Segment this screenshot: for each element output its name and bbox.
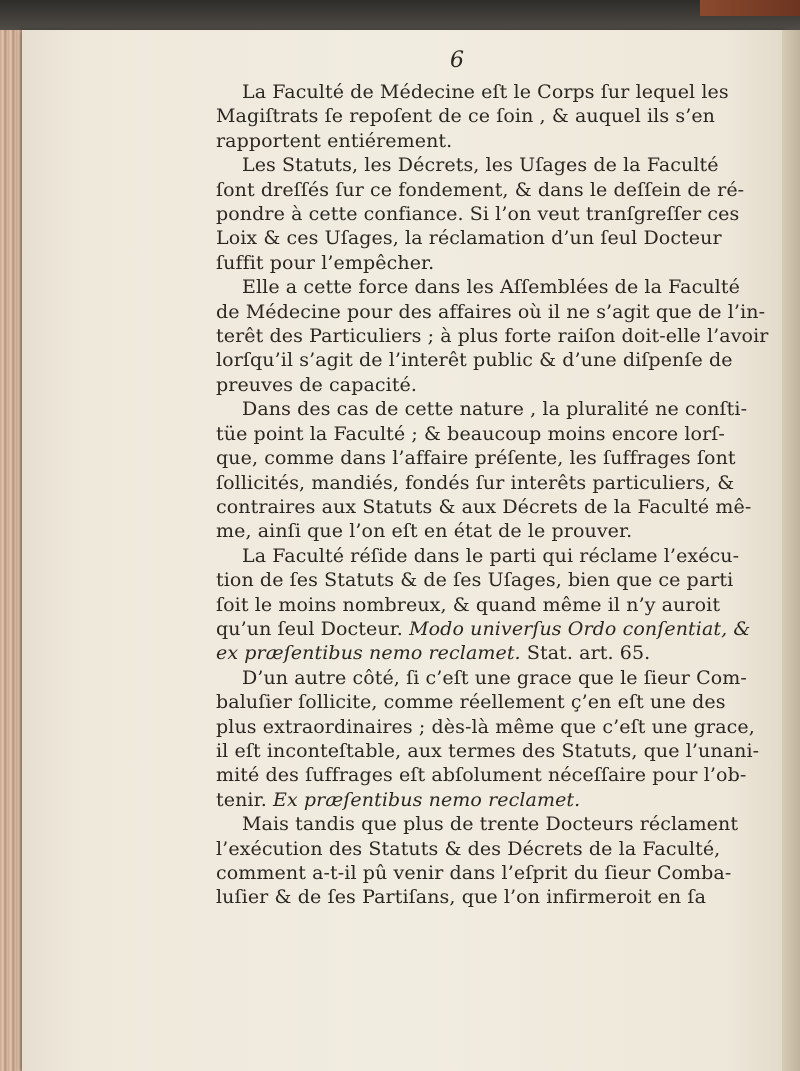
text-line: que, comme dans l’affaire préſente, les ſuffrages ſont [216, 447, 736, 470]
paragraph [216, 397, 752, 543]
latin-quotation: Modo univerſus Ordo conſentiat, & [409, 617, 751, 640]
text-line: comment a-t-il pû venir dans l’eſprit du ſieur Comba- [216, 862, 732, 884]
text-line: La Faculté réſide dans le parti qui réclame l’exécu- [242, 544, 740, 567]
text-line: me, ainſi que l’on eſt en état de le prouver. [216, 520, 633, 543]
text-line: Mais tandis que plus de trente Docteurs réclament [242, 813, 739, 836]
text-line: preuves de capacité. [216, 373, 418, 396]
page-number: 6 [450, 48, 464, 73]
text-line: ſollicités, mandiés, fondés ſur interêts particuliers, & [216, 471, 735, 494]
text-line: contraires aux Statuts & aux Décrets de la Faculté mê- [216, 495, 752, 518]
paragraph [216, 275, 769, 397]
latin-quotation: Ex præſentibus nemo reclamet. [272, 788, 581, 811]
text-line: Les Statuts, les Décrets, les Uſages de la Faculté [242, 154, 719, 177]
text-line: il eſt inconteſtable, aux termes des Statuts, que l’unani- [216, 739, 760, 762]
text-line: Dans des cas de cette nature , la pluralité ne conſti- [242, 398, 748, 421]
book-cover-corner [700, 0, 800, 16]
text-line: rapportent entiérement. [216, 129, 453, 152]
text-line: pondre à cette confiance. Si l’on veut tranſgreſſer ces [216, 203, 740, 226]
paragraph [216, 80, 729, 153]
text-line: baluſier ſollicite, comme réellement ç’en eſt une des [216, 691, 726, 714]
text-line: plus extraordinaires ; dès-là même que c’eſt une grace, [216, 715, 755, 738]
text-line: ſont dreſſés ſur ce fondement, & dans le deſſein de ré- [216, 178, 745, 201]
text-line: terêt des Particuliers ; à plus forte raiſon doit-elle l’avoir [216, 325, 769, 348]
text-line: de Médecine pour des affaires où il ne s’agit que de l’in- [216, 300, 766, 323]
text-line: ſoit le moins nombreux, & quand même il n’y auroit [216, 593, 721, 616]
body-text [216, 80, 769, 910]
text-line: mité des ſuffrages eſt abſolument néceſſaire pour l’ob- [216, 764, 747, 787]
text-line: tenir. Ex præſentibus nemo reclamet. [216, 788, 581, 811]
text-line: Elle a cette force dans les Aſſemblées de la Faculté [242, 276, 740, 299]
text-line: D’un autre côté, ſi c’eſt une grace que le ſieur Com- [242, 666, 747, 689]
text-line: ſuffit pour l’empêcher. [216, 251, 435, 274]
paragraph [216, 544, 751, 666]
text-line: l’exécution des Statuts & des Décrets de la Faculté, [216, 837, 721, 860]
paragraph [216, 812, 739, 910]
paragraph [216, 666, 760, 812]
text-line: Magiſtrats ſe repoſent de ce ſoin , & auquel ils s’en [216, 105, 716, 128]
text-line: tion de ſes Statuts & de ſes Uſages, bien que ce parti [216, 569, 734, 592]
page-fore-edge [782, 30, 800, 1071]
text-line: luſier & de ſes Partiſans, que l’on infirmeroit en ſa [216, 886, 706, 909]
text-line: tüe point la Faculté ; & beaucoup moins encore lorſ- [216, 422, 725, 445]
paragraph [216, 153, 745, 275]
latin-quotation: ex præſentibus nemo reclamet. [216, 642, 521, 665]
text-line: lorſqu’il s’agit de l’interêt public & d’une diſpenſe de [216, 349, 733, 372]
text-line: ex præſentibus nemo reclamet. Stat. art. 65. [216, 642, 651, 665]
text-line: qu’un ſeul Docteur. Modo univerſus Ordo conſentiat, & [216, 617, 751, 640]
text-line: Loix & ces Uſages, la réclamation d’un ſeul Docteur [216, 227, 722, 250]
text-line: La Faculté de Médecine eſt le Corps ſur lequel les [242, 81, 729, 103]
